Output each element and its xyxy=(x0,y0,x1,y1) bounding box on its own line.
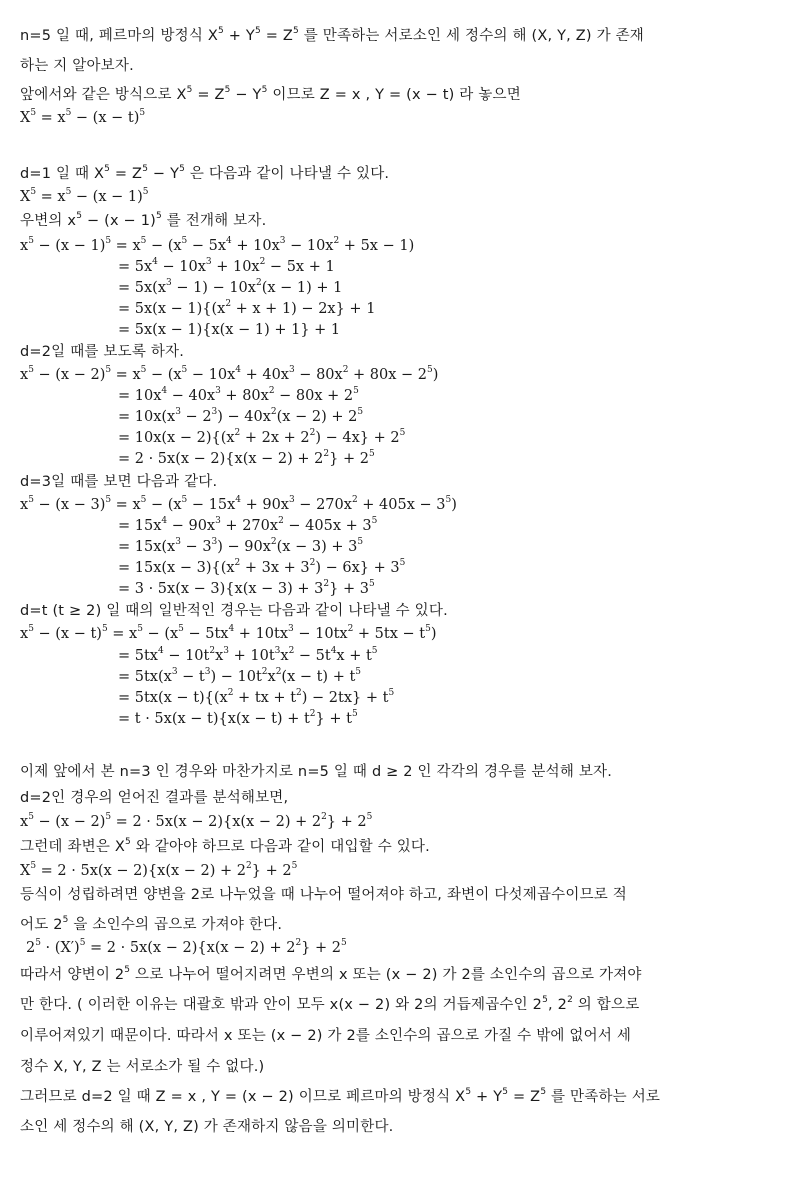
equation-line: $X^5 = x^5 - (x - t)^5$ xyxy=(20,108,146,126)
equation-line: = $15x^4 - 90x^3 + 270x^2 - 405x + 3^5$ xyxy=(118,516,378,534)
text-line: 이루어져있기 때문이다. 따라서 x 또는 (x − 2) 가 2를 소인수의 곱으로 가질 수 밖에 없어서 세 xyxy=(20,1028,632,1044)
equation-line: $X^5 = 2 \cdot 5x(x - 2)\{x(x - 2) + 2^2\} + 2^5$ xyxy=(20,861,298,879)
equation-line: = $15x(x^3 - 3^3) - 90x^2(x - 3) + 3^5$ xyxy=(118,537,364,555)
text-line: d=3일 때를 보면 다음과 같다. xyxy=(20,474,218,490)
equation-line: = $10x(x^3 - 2^3) - 40x^2(x - 2) + 2^5$ xyxy=(118,407,364,425)
equation-line: = $5tx(x - t)\{(x^2$ + tx + $t^2) - 2tx\} + t^5$ xyxy=(118,688,395,706)
equation-line: $x^5 - (x - 3)^5 = x^5 - (x^5 - 15x^4 + 90x^3 - 270x^2 + 405x - 3^5)$ xyxy=(20,495,457,513)
equation-line: $x^5 - (x - 1)^5 = x^5 - (x^5 - 5x^4 + 10x^3 - 10x^2 + 5x - 1)$ xyxy=(20,236,415,254)
equation-line: = $15x(x - 3)\{(x^2 + 3x + 3^2) - 6x\} + 3^5$ xyxy=(118,558,406,576)
text-line: d=2일 때를 보도록 하자. xyxy=(20,344,185,360)
equation-line: $2^5 \cdot (X')^5 = 2 \cdot 5x(x - 2)\{x(x - 2) + 2^2\} + 2^5$ xyxy=(26,938,347,956)
text-line: 이제 앞에서 본 n=3 인 경우와 마찬가지로 n=5 일 때 d ≥ 2 인 각각의 경우를 분석해 보자. xyxy=(20,764,613,780)
equation-line: = $5x(x - 1)\{(x^2 + x + 1) - 2x\} + 1$ xyxy=(118,299,376,317)
text-line: 만 한다. ( 이러한 이유는 대괄호 밖과 안이 모두 x(x − 2) 와 2의 거듭제곱수인 $2^5$, $2^2$ 의 합으로 xyxy=(20,995,640,1013)
equation-line: = 5x(x − 1){x(x − 1) + 1} + 1 xyxy=(118,322,341,338)
equation-line: = $5x(x^3 - 1) - 10x^2(x - 1) + 1$ xyxy=(118,278,343,296)
equation-line: = $10x(x - 2)\{(x^2 + 2x + 2^2) - 4x\} + 2^5$ xyxy=(118,428,406,446)
text-line: 등식이 성립하려면 양변을 2로 나누었을 때 나누어 떨어져야 하고, 좌변이 다섯제곱수이므로 적 xyxy=(20,887,627,903)
text-line: n=5 일 때, 페르마의 방정식 $X^5 + Y^5 = Z^5$ 를 만족하는 서로소인 세 정수의 해 (X, Y, Z) 가 존재 xyxy=(20,26,644,44)
equation-line: = $t \cdot 5x(x - t)\{x(x - t) + t^2\} + t^5$ xyxy=(118,709,358,727)
text-line: 앞에서와 같은 방식으로 $X^5 = Z^5 - Y^5$ 이므로 Z = x , Y = (x − t) 라 놓으면 xyxy=(20,85,521,103)
text-line: 소인 세 정수의 해 (X, Y, Z) 가 존재하지 않음을 의미한다. xyxy=(20,1119,394,1135)
equation-line: = $5tx(x^3 - t^3) - 10t^2x^2(x - t) + t^5$ xyxy=(118,667,362,685)
equation-line: $X^5 = x^5 - (x - 1)^5$ xyxy=(20,187,149,205)
equation-line: = $10x^4 - 40x^3 + 80x^2 - 80x + 2^5$ xyxy=(118,386,359,404)
equation-line: $x^5 - (x - t)^5 = x^5 - (x^5 - 5tx^4 + 10tx^3 - 10tx^2 + 5tx - t^5)$ xyxy=(20,624,437,642)
equation-line: = $2 \cdot 5x(x - 2)\{x(x - 2) + 2^2\} + 2^5$ xyxy=(118,449,375,467)
text-line: 그런데 좌변은 $X^5$ 와 같아야 하므로 다음과 같이 대입할 수 있다. xyxy=(20,837,430,855)
text-line: 따라서 양변이 $2^5$ 으로 나누어 떨어지려면 우변의 x 또는 (x − 2) 가 2를 소인수의 곱으로 가져야 xyxy=(20,965,642,983)
text-line: 정수 X, Y, Z 는 서로소가 될 수 없다.) xyxy=(20,1059,265,1075)
text-line: 우변의 $x^5 - (x - 1)^5$ 를 전개해 보자. xyxy=(20,211,267,229)
text-line: d=2인 경우의 얻어진 결과를 분석해보면, xyxy=(20,790,289,806)
text-line: 그러므로 d=2 일 때 Z = x , Y = (x − 2) 이므로 페르마의 방정식 $X^5 + Y^5 = Z^5$ 를 만족하는 서로 xyxy=(20,1087,661,1105)
equation-line: $x^5 - (x - 2)^5 = x^5 - (x^5 - 10x^4 + 40x^3 - 80x^2 + 80x - 2^5)$ xyxy=(20,365,439,383)
equation-line: = $5tx^4 - 10t^2x^3 + 10t^3x^2 - 5t^4x + t^5$ xyxy=(118,646,378,664)
text-line: d=1 일 때 $X^5 = Z^5 - Y^5$ 은 다음과 같이 나타낼 수 있다. xyxy=(20,164,390,182)
text-line: 어도 $2^5$ 을 소인수의 곱으로 가져야 한다. xyxy=(20,915,283,933)
equation-line: $x^5 - (x - 2)^5 = 2 \cdot 5x(x - 2)\{x(x - 2) + 2^2\} + 2^5$ xyxy=(20,812,373,830)
text-line: 하는 지 알아보자. xyxy=(20,58,134,74)
text-line: d=t (t ≥ 2) 일 때의 일반적인 경우는 다음과 같이 나타낼 수 있다. xyxy=(20,603,448,619)
equation-line: = $5x^4 - 10x^3 + 10x^2 - 5x + 1$ xyxy=(118,257,335,275)
equation-line: = $3 \cdot 5x(x - 3)\{x(x - 3) + 3^2\} + 3^5$ xyxy=(118,579,375,597)
